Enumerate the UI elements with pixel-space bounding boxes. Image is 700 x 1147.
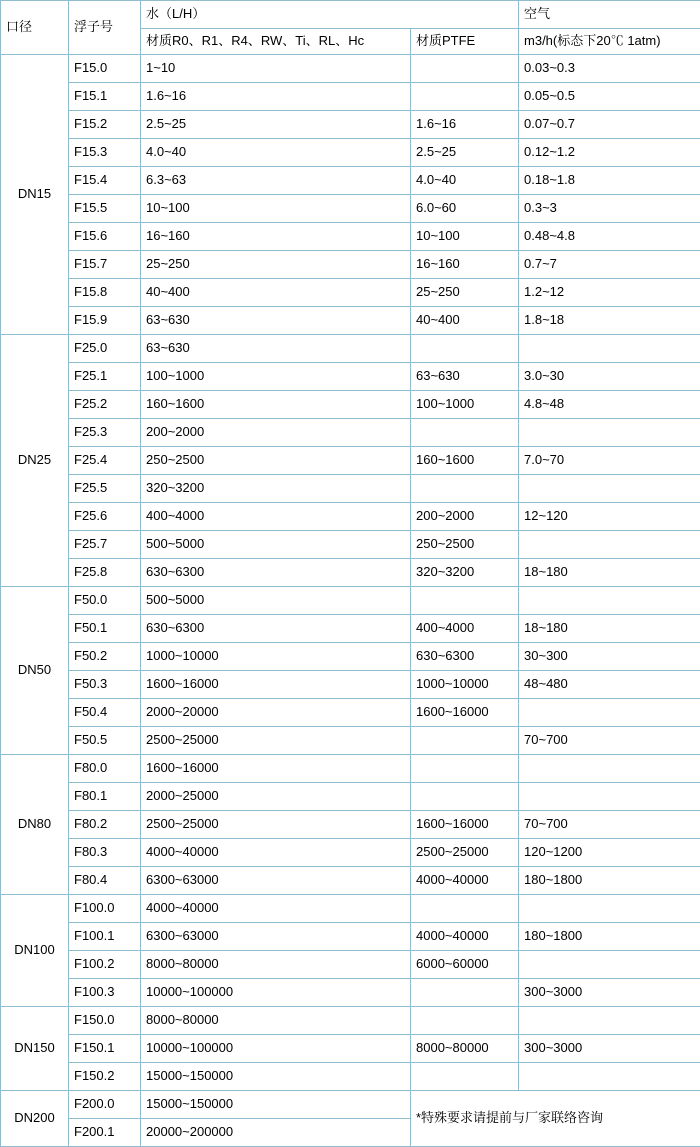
table-row: [1, 1035, 700, 1063]
ptfe-flow-cell: 160~1600: [411, 447, 519, 475]
water-flow-cell: 1.6~16: [141, 83, 411, 111]
float-number-cell: F200.0: [69, 1091, 141, 1119]
water-flow-cell: 320~3200: [141, 475, 411, 503]
water-flow-cell: 200~2000: [141, 419, 411, 447]
dn-group-label: DN50: [1, 587, 69, 755]
water-flow-cell: 15000~150000: [141, 1063, 411, 1091]
table-row: [1, 251, 700, 279]
ptfe-flow-cell: 2.5~25: [411, 139, 519, 167]
float-number-cell: F25.4: [69, 447, 141, 475]
ptfe-flow-cell: [411, 335, 519, 363]
float-number-cell: F150.0: [69, 1007, 141, 1035]
water-flow-cell: 4000~40000: [141, 895, 411, 923]
ptfe-flow-cell: 1000~10000: [411, 671, 519, 699]
air-flow-cell: 70~700: [519, 727, 700, 755]
water-flow-cell: 400~4000: [141, 503, 411, 531]
float-number-cell: F80.1: [69, 783, 141, 811]
table-header-row-top: [1, 1, 700, 29]
float-number-cell: F100.3: [69, 979, 141, 1007]
ptfe-flow-cell: [411, 783, 519, 811]
water-flow-cell: 250~2500: [141, 447, 411, 475]
air-flow-cell: [519, 783, 700, 811]
air-flow-cell: 18~180: [519, 559, 700, 587]
ptfe-flow-cell: [411, 979, 519, 1007]
table-row: [1, 615, 700, 643]
table-header: [1, 1, 700, 55]
float-number-cell: F200.1: [69, 1119, 141, 1147]
float-number-cell: F80.2: [69, 811, 141, 839]
table-row: [1, 671, 700, 699]
air-flow-cell: [519, 951, 700, 979]
table-row: [1, 727, 700, 755]
air-flow-cell: 0.3~3: [519, 195, 700, 223]
ptfe-flow-cell: [411, 1063, 519, 1091]
air-flow-cell: [519, 1007, 700, 1035]
ptfe-flow-cell: 63~630: [411, 363, 519, 391]
air-flow-cell: 48~480: [519, 671, 700, 699]
air-flow-cell: 0.12~1.2: [519, 139, 700, 167]
float-number-cell: F100.0: [69, 895, 141, 923]
ptfe-flow-cell: 1600~16000: [411, 811, 519, 839]
table-row: [1, 895, 700, 923]
float-number-cell: F25.7: [69, 531, 141, 559]
air-flow-cell: 1.2~12: [519, 279, 700, 307]
air-flow-cell: 3.0~30: [519, 363, 700, 391]
ptfe-flow-cell: 16~160: [411, 251, 519, 279]
header-ptfe-material: 材质PTFE: [411, 29, 519, 55]
float-number-cell: F100.2: [69, 951, 141, 979]
water-flow-cell: 15000~150000: [141, 1091, 411, 1119]
water-flow-cell: 16~160: [141, 223, 411, 251]
water-flow-cell: 160~1600: [141, 391, 411, 419]
float-number-cell: F25.2: [69, 391, 141, 419]
ptfe-flow-cell: 250~2500: [411, 531, 519, 559]
table-row: [1, 783, 700, 811]
ptfe-flow-cell: 4.0~40: [411, 167, 519, 195]
table-row: [1, 531, 700, 559]
ptfe-flow-cell: 6000~60000: [411, 951, 519, 979]
ptfe-flow-cell: [411, 83, 519, 111]
table-row: [1, 363, 700, 391]
water-flow-cell: 4.0~40: [141, 139, 411, 167]
water-flow-cell: 500~5000: [141, 587, 411, 615]
header-diameter: 口径: [1, 1, 69, 55]
air-flow-cell: 30~300: [519, 643, 700, 671]
special-request-note: *特殊要求请提前与厂家联络咨询: [411, 1091, 700, 1147]
water-flow-cell: 8000~80000: [141, 951, 411, 979]
air-flow-cell: [519, 531, 700, 559]
air-flow-cell: 0.48~4.8: [519, 223, 700, 251]
ptfe-flow-cell: 400~4000: [411, 615, 519, 643]
float-number-cell: F50.2: [69, 643, 141, 671]
ptfe-flow-cell: 25~250: [411, 279, 519, 307]
float-number-cell: F15.9: [69, 307, 141, 335]
float-number-cell: F15.5: [69, 195, 141, 223]
table-row: [1, 55, 700, 83]
table-row: [1, 195, 700, 223]
float-number-cell: F15.6: [69, 223, 141, 251]
table-row: [1, 111, 700, 139]
air-flow-cell: [519, 895, 700, 923]
ptfe-flow-cell: [411, 755, 519, 783]
table-row: [1, 223, 700, 251]
float-number-cell: F25.3: [69, 419, 141, 447]
header-air-group: 空气: [519, 1, 700, 29]
dn-group-label: DN150: [1, 1007, 69, 1091]
air-flow-cell: 7.0~70: [519, 447, 700, 475]
air-flow-cell: [519, 419, 700, 447]
air-flow-cell: [519, 699, 700, 727]
ptfe-flow-cell: 200~2000: [411, 503, 519, 531]
ptfe-flow-cell: [411, 727, 519, 755]
float-number-cell: F150.2: [69, 1063, 141, 1091]
ptfe-flow-cell: [411, 1007, 519, 1035]
table-row: [1, 139, 700, 167]
air-flow-cell: [519, 1063, 700, 1091]
float-number-cell: F50.4: [69, 699, 141, 727]
header-water-group: 水（L/H）: [141, 1, 519, 29]
water-flow-cell: 1000~10000: [141, 643, 411, 671]
ptfe-flow-cell: 630~6300: [411, 643, 519, 671]
air-flow-cell: 0.03~0.3: [519, 55, 700, 83]
float-number-cell: F25.0: [69, 335, 141, 363]
table-row: [1, 1063, 700, 1091]
table-row: [1, 839, 700, 867]
water-flow-cell: 4000~40000: [141, 839, 411, 867]
float-number-cell: F25.8: [69, 559, 141, 587]
air-flow-cell: [519, 475, 700, 503]
float-number-cell: F15.0: [69, 55, 141, 83]
water-flow-cell: 1600~16000: [141, 671, 411, 699]
table-row: [1, 951, 700, 979]
table-row: [1, 279, 700, 307]
float-number-cell: F15.4: [69, 167, 141, 195]
air-flow-cell: 120~1200: [519, 839, 700, 867]
ptfe-flow-cell: 320~3200: [411, 559, 519, 587]
ptfe-flow-cell: [411, 587, 519, 615]
table-row: [1, 755, 700, 783]
table-row: [1, 503, 700, 531]
water-flow-cell: 2500~25000: [141, 727, 411, 755]
float-number-cell: F15.8: [69, 279, 141, 307]
dn-group-label: DN80: [1, 755, 69, 895]
water-flow-cell: 10000~100000: [141, 979, 411, 1007]
air-flow-cell: 18~180: [519, 615, 700, 643]
float-number-cell: F50.1: [69, 615, 141, 643]
table-row: [1, 867, 700, 895]
water-flow-cell: 25~250: [141, 251, 411, 279]
dn-group-label: DN100: [1, 895, 69, 1007]
water-flow-cell: 2.5~25: [141, 111, 411, 139]
float-number-cell: F100.1: [69, 923, 141, 951]
water-flow-cell: 20000~200000: [141, 1119, 411, 1147]
ptfe-flow-cell: 8000~80000: [411, 1035, 519, 1063]
water-flow-cell: 63~630: [141, 307, 411, 335]
table-row: [1, 475, 700, 503]
water-flow-cell: 2000~25000: [141, 783, 411, 811]
table-row: [1, 923, 700, 951]
table-row: [1, 419, 700, 447]
float-number-cell: F50.0: [69, 587, 141, 615]
air-flow-cell: 180~1800: [519, 923, 700, 951]
air-flow-cell: 12~120: [519, 503, 700, 531]
ptfe-flow-cell: 10~100: [411, 223, 519, 251]
table-row: [1, 335, 700, 363]
table-row: [1, 587, 700, 615]
water-flow-cell: 630~6300: [141, 559, 411, 587]
air-flow-cell: 180~1800: [519, 867, 700, 895]
float-number-cell: F25.1: [69, 363, 141, 391]
float-number-cell: F50.5: [69, 727, 141, 755]
table-row: [1, 1091, 700, 1119]
air-flow-cell: [519, 587, 700, 615]
table-row: [1, 167, 700, 195]
table-body: [1, 55, 700, 1147]
float-number-cell: F50.3: [69, 671, 141, 699]
ptfe-flow-cell: [411, 55, 519, 83]
ptfe-flow-cell: 6.0~60: [411, 195, 519, 223]
water-flow-cell: 630~6300: [141, 615, 411, 643]
float-number-cell: F80.4: [69, 867, 141, 895]
ptfe-flow-cell: [411, 895, 519, 923]
air-flow-cell: [519, 335, 700, 363]
ptfe-flow-cell: 1.6~16: [411, 111, 519, 139]
air-flow-cell: 0.18~1.8: [519, 167, 700, 195]
float-number-cell: F80.3: [69, 839, 141, 867]
table-row: [1, 447, 700, 475]
float-number-cell: F15.2: [69, 111, 141, 139]
header-water-materials: 材质R0、R1、R4、RW、Ti、RL、Hc: [141, 29, 411, 55]
water-flow-cell: 6300~63000: [141, 867, 411, 895]
table-row: [1, 307, 700, 335]
air-flow-cell: 300~3000: [519, 979, 700, 1007]
float-number-cell: F15.7: [69, 251, 141, 279]
ptfe-flow-cell: 2500~25000: [411, 839, 519, 867]
header-air-units: m3/h(标态下20℃ 1atm): [519, 29, 700, 55]
water-flow-cell: 10~100: [141, 195, 411, 223]
table-row: [1, 559, 700, 587]
ptfe-flow-cell: [411, 475, 519, 503]
dn-group-label: DN200: [1, 1091, 69, 1147]
water-flow-cell: 6300~63000: [141, 923, 411, 951]
air-flow-cell: 0.07~0.7: [519, 111, 700, 139]
water-flow-cell: 10000~100000: [141, 1035, 411, 1063]
air-flow-cell: 300~3000: [519, 1035, 700, 1063]
header-float-number: 浮子号: [69, 1, 141, 55]
water-flow-cell: 500~5000: [141, 531, 411, 559]
ptfe-flow-cell: 40~400: [411, 307, 519, 335]
water-flow-cell: 2000~20000: [141, 699, 411, 727]
water-flow-cell: 40~400: [141, 279, 411, 307]
table-row: [1, 979, 700, 1007]
table-row: [1, 391, 700, 419]
float-number-cell: F150.1: [69, 1035, 141, 1063]
float-number-cell: F80.0: [69, 755, 141, 783]
ptfe-flow-cell: 4000~40000: [411, 923, 519, 951]
air-flow-cell: 0.7~7: [519, 251, 700, 279]
ptfe-flow-cell: 1600~16000: [411, 699, 519, 727]
water-flow-cell: 6.3~63: [141, 167, 411, 195]
water-flow-cell: 63~630: [141, 335, 411, 363]
water-flow-cell: 8000~80000: [141, 1007, 411, 1035]
table-row: [1, 811, 700, 839]
table-row: [1, 643, 700, 671]
air-flow-cell: 0.05~0.5: [519, 83, 700, 111]
table-row: [1, 83, 700, 111]
water-flow-cell: 2500~25000: [141, 811, 411, 839]
air-flow-cell: [519, 755, 700, 783]
water-flow-cell: 1600~16000: [141, 755, 411, 783]
float-number-cell: F25.6: [69, 503, 141, 531]
water-flow-cell: 1~10: [141, 55, 411, 83]
dn-group-label: DN25: [1, 335, 69, 587]
float-number-cell: F15.1: [69, 83, 141, 111]
ptfe-flow-cell: [411, 419, 519, 447]
table-row: [1, 1007, 700, 1035]
float-number-cell: F25.5: [69, 475, 141, 503]
ptfe-flow-cell: 100~1000: [411, 391, 519, 419]
air-flow-cell: 4.8~48: [519, 391, 700, 419]
air-flow-cell: 70~700: [519, 811, 700, 839]
ptfe-flow-cell: 4000~40000: [411, 867, 519, 895]
table-row: [1, 699, 700, 727]
air-flow-cell: 1.8~18: [519, 307, 700, 335]
float-number-cell: F15.3: [69, 139, 141, 167]
dn-group-label: DN15: [1, 55, 69, 335]
water-flow-cell: 100~1000: [141, 363, 411, 391]
